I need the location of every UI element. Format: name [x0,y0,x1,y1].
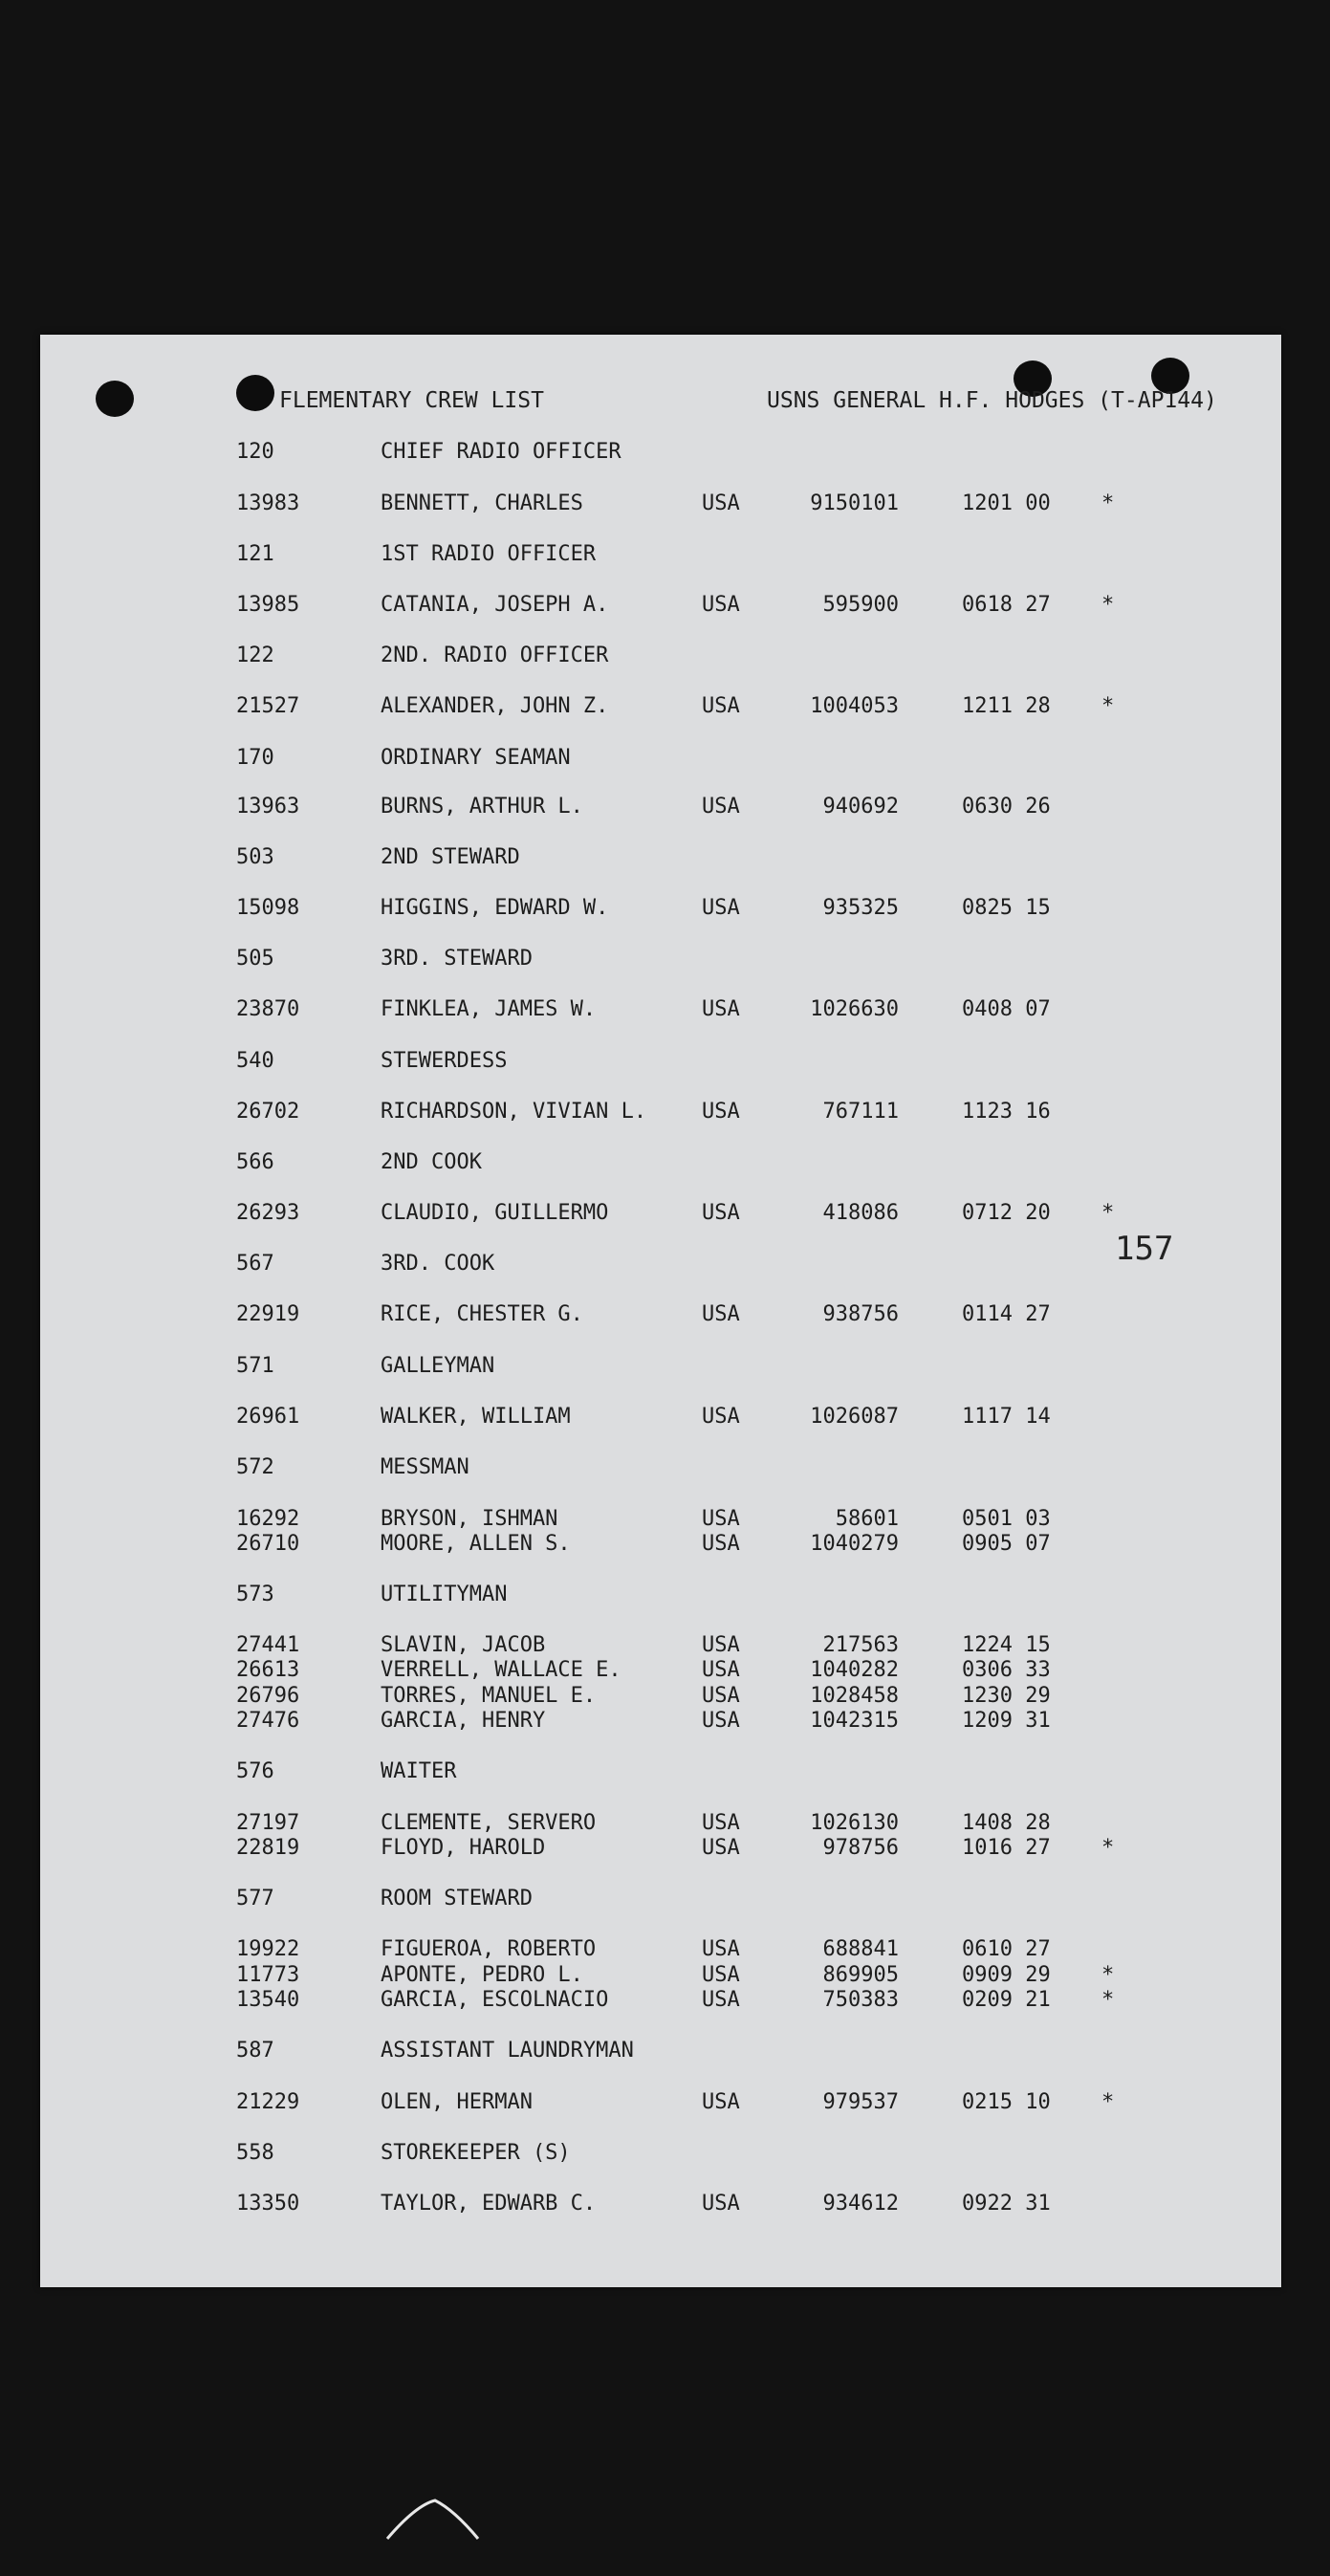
document-number: 595900 [822,593,899,617]
crew-name: RICE, CHESTER G. [381,1302,583,1326]
date-code: 0909 29 [962,1963,1051,1987]
crew-entry [40,795,1281,823]
crew-name: MOORE, ALLEN S. [381,1532,571,1556]
citizenship: USA [702,1100,740,1124]
crew-name: OLEN, HERMAN [381,2090,533,2114]
citizenship: USA [702,1937,740,1961]
date-code: 0825 15 [962,896,1051,920]
date-code: 0610 27 [962,1937,1051,1961]
entry-number: 27476 [236,1709,300,1733]
crew-name: BENNETT, CHARLES [381,491,583,515]
citizenship: USA [702,1507,740,1531]
crew-name: BURNS, ARTHUR L. [381,795,583,819]
position-title: MESSMAN [381,1455,469,1479]
document-number: 1040279 [810,1532,899,1556]
document-number: 978756 [822,1836,899,1860]
document-number: 1026130 [810,1811,899,1835]
crew-entry [40,1937,1281,1966]
position-heading [40,2039,1281,2067]
position-title: GALLEYMAN [381,1354,495,1378]
position-heading [40,1150,1281,1179]
entry-number: 26961 [236,1405,300,1429]
entry-number: 558 [236,2141,274,2165]
entry-number: 26702 [236,1100,300,1124]
document-number: 418086 [822,1201,899,1225]
date-code: 1211 28 [962,694,1051,718]
date-code: 1224 15 [962,1633,1051,1657]
date-code: 1201 00 [962,491,1051,515]
crew-entry [40,997,1281,1026]
entry-number: 13350 [236,2192,300,2216]
position-title: STEWERDESS [381,1049,508,1073]
entry-number: 13963 [236,795,300,819]
crew-name: CLAUDIO, GUILLERMO [381,1201,609,1225]
document-number: 935325 [822,896,899,920]
entry-number: 26293 [236,1201,300,1225]
date-code: 0905 07 [962,1532,1051,1556]
crew-entry [40,1709,1281,1737]
crew-entry [40,1836,1281,1865]
document-page [40,335,1281,2287]
position-title: 2ND. RADIO OFFICER [381,644,609,667]
entry-number: 505 [236,947,274,971]
entry-number: 121 [236,542,274,566]
crew-entry [40,2192,1281,2220]
document-number: 217563 [822,1633,899,1657]
entry-number: 23870 [236,997,300,1021]
citizenship: USA [702,1201,740,1225]
entry-number: 120 [236,440,274,464]
entry-number: 26613 [236,1658,300,1682]
entry-number: 587 [236,2039,274,2063]
entry-number: 576 [236,1759,274,1783]
date-code: 1117 14 [962,1405,1051,1429]
position-heading [40,746,1281,775]
position-title: UTILITYMAN [381,1583,508,1606]
crew-entry [40,1302,1281,1331]
document-number: 940692 [822,795,899,819]
position-heading [40,845,1281,874]
entry-number: 26796 [236,1684,300,1708]
position-heading [40,1887,1281,1915]
date-code: 1408 28 [962,1811,1051,1835]
crew-name: TAYLOR, EDWARB C. [381,2192,597,2216]
document-number: 58601 [835,1507,899,1531]
crew-entry [40,593,1281,622]
document-number: 1040282 [810,1658,899,1682]
vessel-name: USNS GENERAL H.F. HODGES (T-AP144) [767,388,1217,413]
entry-number: 170 [236,746,274,770]
date-code: 0114 27 [962,1302,1051,1326]
date-code: 0408 07 [962,997,1051,1021]
citizenship: USA [702,1709,740,1733]
citizenship: USA [702,491,740,515]
crew-name: HIGGINS, EDWARD W. [381,896,609,920]
citizenship: USA [702,1988,740,2012]
entry-number: 22919 [236,1302,300,1326]
document-number: 767111 [822,1100,899,1124]
citizenship: USA [702,1684,740,1708]
crew-entry [40,1201,1281,1230]
position-title: ASSISTANT LAUNDRYMAN [381,2039,634,2063]
document-number: 934612 [822,2192,899,2216]
scanner-artifact-mark [382,2496,488,2543]
entry-number: 21229 [236,2090,300,2114]
citizenship: USA [702,795,740,819]
crew-entry [40,1658,1281,1687]
entry-number: 21527 [236,694,300,718]
document-number: 979537 [822,2090,899,2114]
asterisk-mark: * [1101,1988,1115,2012]
date-code: 1123 16 [962,1100,1051,1124]
crew-entry [40,694,1281,723]
document-number: 869905 [822,1963,899,1987]
document-number: 1028458 [810,1684,899,1708]
entry-number: 573 [236,1583,274,1606]
crew-name: BRYSON, ISHMAN [381,1507,558,1531]
entry-number: 22819 [236,1836,300,1860]
entry-number: 13983 [236,491,300,515]
entry-number: 26710 [236,1532,300,1556]
position-title: 3RD. COOK [381,1252,495,1276]
document-number: 1026087 [810,1405,899,1429]
entry-number: 122 [236,644,274,667]
asterisk-mark: * [1101,1836,1115,1860]
date-code: 0501 03 [962,1507,1051,1531]
position-title: 2ND COOK [381,1150,482,1174]
crew-name: FIGUEROA, ROBERTO [381,1937,597,1961]
entry-number: 13985 [236,593,300,617]
document-number: 938756 [822,1302,899,1326]
date-code: 0306 33 [962,1658,1051,1682]
citizenship: USA [702,1658,740,1682]
position-heading [40,947,1281,975]
crew-entry [40,2090,1281,2119]
position-title: ROOM STEWARD [381,1887,533,1910]
position-title: ORDINARY SEAMAN [381,746,571,770]
crew-entry [40,1988,1281,2017]
position-title: STOREKEEPER (S) [381,2141,571,2165]
position-heading [40,542,1281,571]
entry-number: 11773 [236,1963,300,1987]
crew-name: ALEXANDER, JOHN Z. [381,694,609,718]
crew-name: CATANIA, JOSEPH A. [381,593,609,617]
document-number: 1026630 [810,997,899,1021]
date-code: 1230 29 [962,1684,1051,1708]
citizenship: USA [702,593,740,617]
citizenship: USA [702,1633,740,1657]
position-heading [40,1252,1281,1280]
citizenship: USA [702,1532,740,1556]
asterisk-mark: * [1101,694,1115,718]
date-code: 0922 31 [962,2192,1051,2216]
document-number: 1004053 [810,694,899,718]
crew-name: CLEMENTE, SERVERO [381,1811,597,1835]
asterisk-mark: * [1101,1201,1115,1225]
citizenship: USA [702,2192,740,2216]
citizenship: USA [702,2090,740,2114]
citizenship: USA [702,997,740,1021]
crew-entry [40,896,1281,925]
crew-name: FINKLEA, JAMES W. [381,997,597,1021]
citizenship: USA [702,1811,740,1835]
position-heading [40,1583,1281,1611]
document-number: 750383 [822,1988,899,2012]
crew-name: RICHARDSON, VIVIAN L. [381,1100,647,1124]
entry-number: 540 [236,1049,274,1073]
date-code: 0215 10 [962,2090,1051,2114]
punch-hole-header [236,375,274,411]
entry-number: 27197 [236,1811,300,1835]
asterisk-mark: * [1101,2090,1115,2114]
asterisk-mark: * [1101,1963,1115,1987]
citizenship: USA [702,1963,740,1987]
document-title: FLEMENTARY CREW LIST [279,388,544,413]
asterisk-mark: * [1101,491,1115,515]
position-heading [40,1354,1281,1383]
crew-name: FLOYD, HAROLD [381,1836,546,1860]
entry-number: 16292 [236,1507,300,1531]
entry-number: 567 [236,1252,274,1276]
document-number: 688841 [822,1937,899,1961]
crew-name: SLAVIN, JACOB [381,1633,546,1657]
crew-name: GARCIA, ESCOLNACIO [381,1988,609,2012]
date-code: 1016 27 [962,1836,1051,1860]
crew-entry [40,491,1281,520]
position-title: 2ND STEWARD [381,845,520,869]
crew-name: WALKER, WILLIAM [381,1405,571,1429]
date-code: 0618 27 [962,593,1051,617]
entry-number: 19922 [236,1937,300,1961]
citizenship: USA [702,694,740,718]
entry-number: 503 [236,845,274,869]
crew-entry [40,1405,1281,1433]
citizenship: USA [702,1405,740,1429]
position-heading [40,1759,1281,1788]
crew-name: VERRELL, WALLACE E. [381,1658,621,1682]
position-heading [40,2141,1281,2170]
crew-name: TORRES, MANUEL E. [381,1684,597,1708]
document-number: 9150101 [810,491,899,515]
position-heading [40,1455,1281,1484]
citizenship: USA [702,896,740,920]
citizenship: USA [702,1302,740,1326]
position-heading [40,644,1281,672]
date-code: 0712 20 [962,1201,1051,1225]
entry-number: 13540 [236,1988,300,2012]
position-title: 1ST RADIO OFFICER [381,542,597,566]
asterisk-mark: * [1101,593,1115,617]
date-code: 0630 26 [962,795,1051,819]
entry-number: 15098 [236,896,300,920]
entry-number: 27441 [236,1633,300,1657]
position-heading [40,1049,1281,1078]
date-code: 0209 21 [962,1988,1051,2012]
entry-number: 577 [236,1887,274,1910]
date-code: 1209 31 [962,1709,1051,1733]
crew-name: APONTE, PEDRO L. [381,1963,583,1987]
entry-number: 572 [236,1455,274,1479]
crew-entry [40,1100,1281,1128]
document-number: 1042315 [810,1709,899,1733]
punch-hole-left [96,381,134,417]
position-title: CHIEF RADIO OFFICER [381,440,621,464]
crew-entry [40,1532,1281,1561]
entry-number: 571 [236,1354,274,1378]
position-title: WAITER [381,1759,457,1783]
citizenship: USA [702,1836,740,1860]
entry-number: 566 [236,1150,274,1174]
position-heading [40,440,1281,469]
position-title: 3RD. STEWARD [381,947,533,971]
handwritten-page-number: 157 [1115,1230,1174,1268]
crew-name: GARCIA, HENRY [381,1709,546,1733]
